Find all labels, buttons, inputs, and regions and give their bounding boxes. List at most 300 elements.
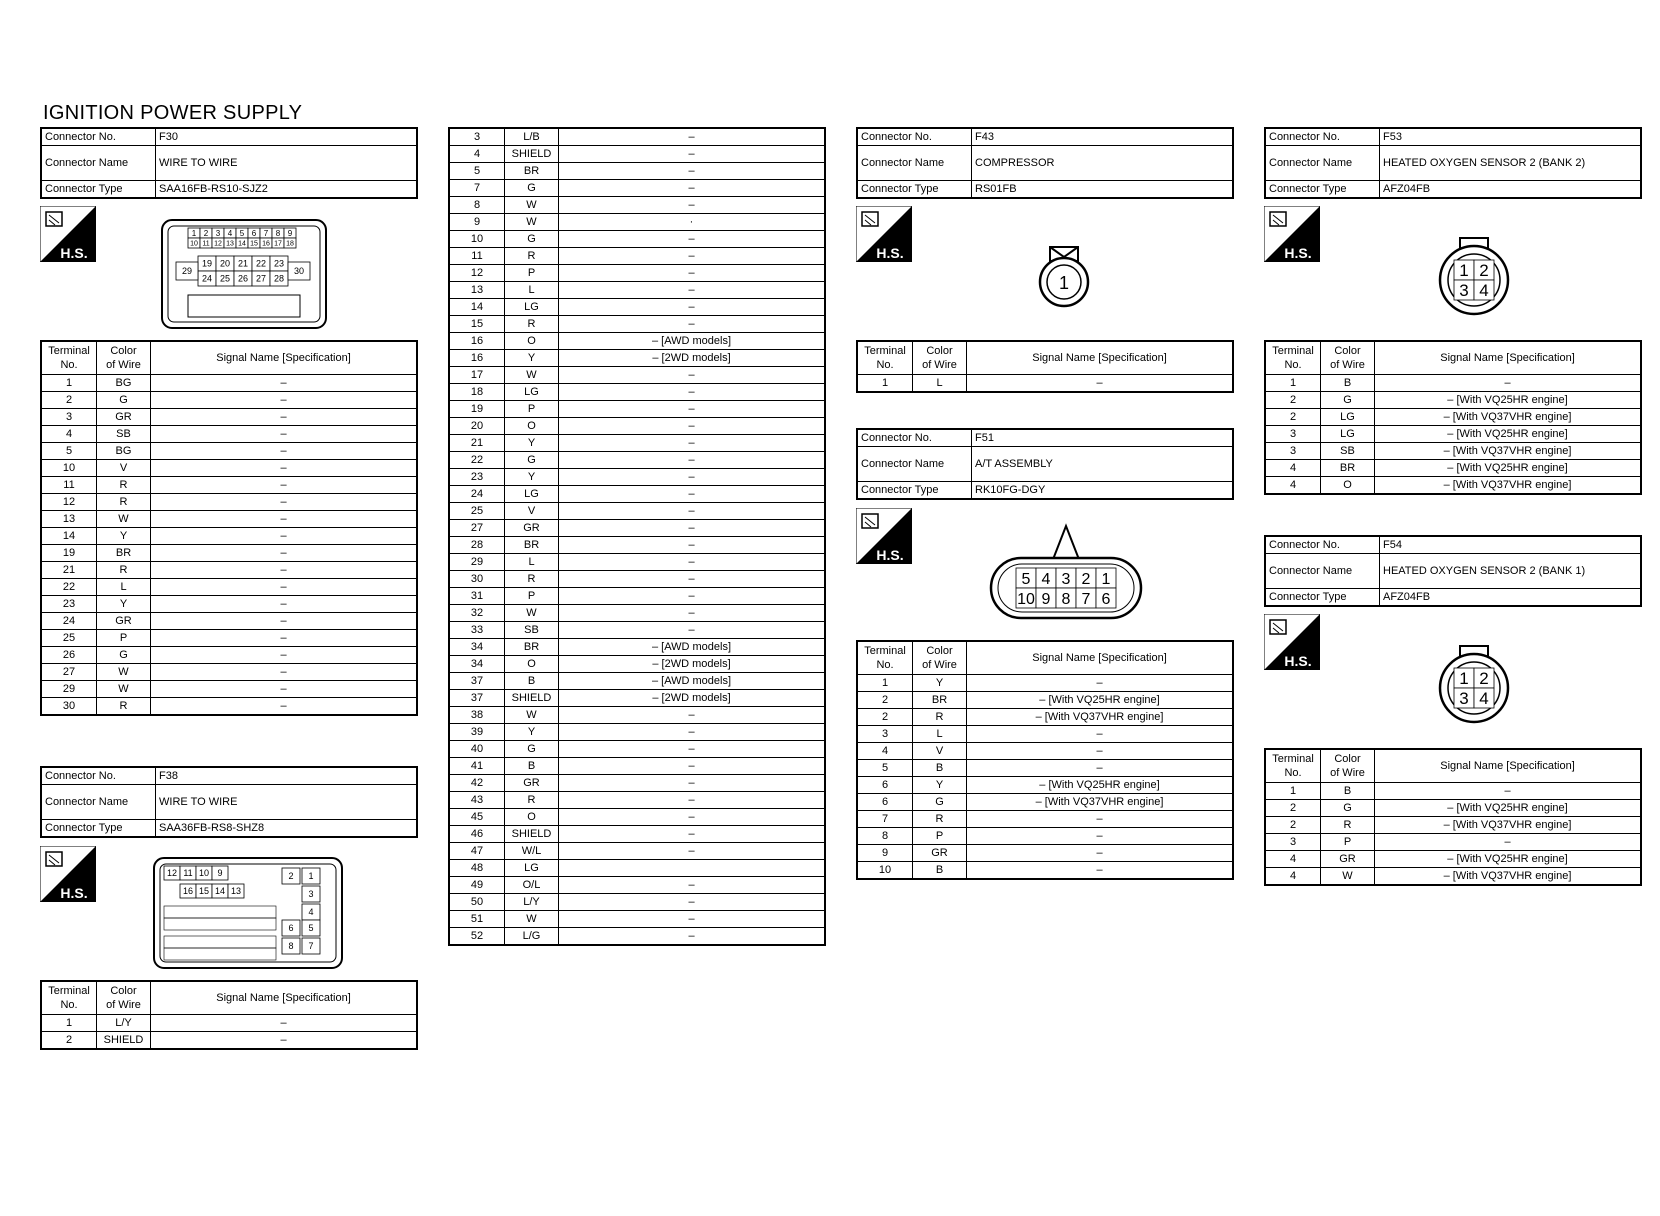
signal-name: – — [559, 418, 826, 435]
terminal-no: 12 — [41, 494, 97, 511]
connector-f30-terminal-table: Terminal No. Color of Wire Signal Name [Specification] 1 BG – 2 G – 3 GR – 4 SB – 5 BG – 10 V – 11 R – 12 R – 13 W – 14 Y – 19 BR – 21 R – 22 L – 23 Y – 24 GR – 25 P – 26 G – 27 W – 29 W – 30 R – — [40, 340, 418, 716]
wire-color: G — [97, 392, 151, 409]
signal-name: – — [559, 384, 826, 401]
wire-color: R — [97, 494, 151, 511]
connector-f54-terminal-table: Terminal No. Color of Wire Signal Name [Specification] 1 B – 2 G – [With VQ25HR engine] 2 R – [With VQ37VHR engine] 3 P – 4 GR – [With VQ25HR engine] 4 W – [With VQ37VHR engine] — [1264, 748, 1642, 886]
terminal-no: 28 — [449, 537, 505, 554]
pin-label: 27 — [255, 273, 267, 284]
wire-color: W — [505, 367, 559, 384]
terminal-no: 10 — [449, 231, 505, 248]
signal-name: – — [151, 409, 418, 426]
hs-icon — [1264, 206, 1320, 262]
pin-label: 8 — [275, 228, 281, 238]
signal-name: – — [151, 681, 418, 698]
wire-color: GR — [97, 613, 151, 630]
terminal-no: 4 — [1265, 868, 1321, 886]
table-row — [449, 146, 825, 163]
pin-label: 9 — [1041, 590, 1051, 608]
table-row — [857, 811, 1233, 828]
terminal-no: 23 — [41, 596, 97, 613]
table-row — [41, 375, 417, 392]
terminal-no: 5 — [41, 443, 97, 460]
pin-label: 8 — [1061, 590, 1071, 608]
pin-label: 1 — [1101, 570, 1111, 588]
table-row — [449, 197, 825, 214]
terminal-no: 4 — [857, 743, 913, 760]
terminal-no: 21 — [449, 435, 505, 452]
signal-name: – — [559, 707, 826, 724]
terminal-no: 1 — [857, 375, 913, 393]
terminal-no: 8 — [449, 197, 505, 214]
table-row — [449, 690, 825, 707]
signal-name: – [With VQ37VHR engine] — [1375, 477, 1642, 495]
wire-color: G — [1321, 392, 1375, 409]
wire-color: W — [505, 197, 559, 214]
wire-color: Y — [505, 469, 559, 486]
pin-label: 7 — [1081, 590, 1091, 608]
table-row — [449, 656, 825, 673]
terminal-no: 34 — [449, 639, 505, 656]
svg-text:H.S.: H.S. — [1284, 245, 1312, 261]
wire-color: P — [505, 265, 559, 282]
pin-label: 4 — [1041, 570, 1051, 588]
wire-color: G — [505, 741, 559, 758]
signal-name: – — [559, 588, 826, 605]
signal-name: – — [559, 775, 826, 792]
table-row — [1265, 426, 1641, 443]
signal-name: – — [151, 1015, 418, 1032]
table-row — [41, 698, 417, 716]
wire-color: R — [505, 571, 559, 588]
table-row — [449, 809, 825, 826]
wire-color: W — [1321, 868, 1375, 886]
signal-name: – — [559, 843, 826, 860]
terminal-no: 19 — [449, 401, 505, 418]
wire-color: P — [505, 401, 559, 418]
table-row — [41, 511, 417, 528]
wire-color: Y — [913, 675, 967, 692]
table-row — [1265, 834, 1641, 851]
pin-label: 11 — [183, 868, 193, 879]
wire-color: W — [97, 511, 151, 528]
pin-label: 13 — [230, 886, 242, 897]
wire-color: R — [505, 316, 559, 333]
signal-name: – — [559, 452, 826, 469]
terminal-no: 5 — [857, 760, 913, 777]
wire-color: Y — [505, 435, 559, 452]
pin-label: 5 — [1021, 570, 1031, 588]
terminal-no: 30 — [41, 698, 97, 716]
wire-color: W — [97, 681, 151, 698]
wire-color: SB — [505, 622, 559, 639]
table-row — [1265, 477, 1641, 495]
terminal-no: 2 — [41, 1032, 97, 1050]
signal-name: – — [559, 758, 826, 775]
pin-label: 14 — [214, 886, 226, 897]
signal-name: – — [967, 726, 1234, 743]
wire-color: B — [505, 758, 559, 775]
connector-type-value: SAA16FB-RS10-SJZ2 — [156, 181, 418, 199]
terminal-no: 2 — [1265, 800, 1321, 817]
signal-name: – — [1375, 375, 1642, 392]
wire-color: R — [1321, 817, 1375, 834]
wire-color: GR — [1321, 851, 1375, 868]
pin-label: 28 — [273, 273, 285, 284]
svg-text:H.S.: H.S. — [1284, 653, 1312, 669]
table-row — [1265, 375, 1641, 392]
signal-name: – — [967, 375, 1234, 393]
wire-color: P — [1321, 834, 1375, 851]
terminal-no: 3 — [1265, 834, 1321, 851]
terminal-no: 10 — [41, 460, 97, 477]
terminal-no: 38 — [449, 707, 505, 724]
pin-label: 15 — [250, 240, 258, 248]
terminal-no: 4 — [1265, 460, 1321, 477]
signal-name: – — [151, 579, 418, 596]
terminal-no: 11 — [449, 248, 505, 265]
pin-label: 22 — [255, 258, 267, 269]
connector-no-value: F30 — [156, 128, 418, 146]
terminal-no: 1 — [1265, 375, 1321, 392]
table-row — [449, 911, 825, 928]
wire-color: B — [913, 862, 967, 880]
signal-name: – [With VQ25HR engine] — [967, 692, 1234, 709]
pin-label: 25 — [219, 273, 231, 284]
page-title: IGNITION POWER SUPPLY — [43, 102, 303, 124]
terminal-no: 4 — [449, 146, 505, 163]
wire-color: R — [913, 811, 967, 828]
connector-f51-face-diagram — [988, 522, 1144, 622]
svg-text:H.S.: H.S. — [876, 547, 904, 563]
wire-color: SHIELD — [505, 690, 559, 707]
table-row — [449, 826, 825, 843]
table-row — [41, 630, 417, 647]
terminal-no: 8 — [857, 828, 913, 845]
signal-name: – [AWD models] — [559, 673, 826, 690]
wire-color: Y — [505, 724, 559, 741]
hs-icon — [40, 206, 96, 262]
signal-name: – — [559, 520, 826, 537]
signal-name: – — [151, 664, 418, 681]
terminal-no: 17 — [449, 367, 505, 384]
terminal-no: 42 — [449, 775, 505, 792]
label-connector-name: Connector Name — [41, 146, 156, 181]
pin-label: 1 — [308, 871, 314, 882]
terminal-no: 2 — [857, 692, 913, 709]
pin-label: 5 — [308, 923, 314, 934]
signal-name: – — [559, 554, 826, 571]
signal-name: – — [559, 248, 826, 265]
wire-color: Y — [97, 596, 151, 613]
wire-color: BR — [505, 537, 559, 554]
wire-color: LG — [505, 384, 559, 401]
terminal-no: 14 — [449, 299, 505, 316]
terminal-no: 4 — [1265, 851, 1321, 868]
table-row — [857, 709, 1233, 726]
pin-label: 18 — [286, 240, 294, 248]
wire-color: L — [913, 375, 967, 393]
pin-label: 3 — [1061, 570, 1071, 588]
table-row — [857, 692, 1233, 709]
terminal-no: 33 — [449, 622, 505, 639]
signal-name: – — [559, 537, 826, 554]
pin-label: 5 — [239, 228, 245, 238]
signal-name: – [With VQ25HR engine] — [1375, 392, 1642, 409]
wire-color: L/G — [505, 928, 559, 946]
wire-color: BR — [505, 163, 559, 180]
pin-label: 4 — [308, 907, 314, 918]
wire-color: L — [505, 554, 559, 571]
wire-color: O — [505, 333, 559, 350]
signal-name: – — [151, 528, 418, 545]
terminal-no: 1 — [857, 675, 913, 692]
signal-name: – — [967, 760, 1234, 777]
table-row — [1265, 817, 1641, 834]
table-row — [41, 1015, 417, 1032]
terminal-no: 1 — [1265, 783, 1321, 800]
table-row — [449, 214, 825, 231]
signal-name: – — [151, 426, 418, 443]
pin-label: 2 — [203, 228, 209, 238]
wire-color: B — [1321, 783, 1375, 800]
connector-f53-terminal-table: Terminal No. Color of Wire Signal Name [Specification] 1 B – 2 G – [With VQ25HR engine] 2 LG – [With VQ37VHR engine] 3 LG – [With VQ25HR engine] 3 SB – [With VQ37VHR engine] 4 BR – [With VQ25HR engine] 4 O – [With VQ37VHR engine] — [1264, 340, 1642, 495]
pin-label: 10 — [198, 868, 210, 879]
table-row — [449, 928, 825, 946]
wire-color: R — [505, 792, 559, 809]
table-row — [449, 520, 825, 537]
wire-color: Y — [97, 528, 151, 545]
terminal-no: 29 — [449, 554, 505, 571]
wire-color: BR — [1321, 460, 1375, 477]
table-row — [41, 613, 417, 630]
wire-color: SHIELD — [505, 146, 559, 163]
pin-label: 6 — [251, 228, 257, 238]
svg-text:H.S.: H.S. — [876, 245, 904, 261]
pin-label: 7 — [308, 941, 314, 952]
connector-f38-info: Connector No. F38 Connector Name WIRE TO WIRE Connector Type SAA36FB-RS8-SHZ8 — [40, 766, 418, 838]
wire-color: LG — [505, 860, 559, 877]
signal-name: – — [559, 282, 826, 299]
terminal-no: 24 — [449, 486, 505, 503]
terminal-no: 9 — [449, 214, 505, 231]
terminal-no: 22 — [41, 579, 97, 596]
terminal-no: 7 — [857, 811, 913, 828]
terminal-no: 47 — [449, 843, 505, 860]
connector-f43-terminal-table: Terminal No. Color of Wire Signal Name [Specification] 1 L – — [856, 340, 1234, 393]
pin-label: 16 — [262, 240, 270, 248]
table-row — [857, 845, 1233, 862]
pin-label: 2 — [1081, 570, 1091, 588]
signal-name: – — [559, 622, 826, 639]
connector-name-value: WIRE TO WIRE — [156, 146, 418, 181]
table-row — [449, 231, 825, 248]
wire-color: O/L — [505, 877, 559, 894]
signal-name: – — [559, 724, 826, 741]
signal-name: – — [967, 675, 1234, 692]
pin-label: 1 — [1459, 669, 1469, 689]
wire-color: V — [913, 743, 967, 760]
pin-label: 17 — [274, 240, 282, 248]
terminal-no: 37 — [449, 690, 505, 707]
table-row — [449, 622, 825, 639]
signal-name: – — [559, 146, 826, 163]
table-row — [857, 828, 1233, 845]
wire-color: R — [505, 248, 559, 265]
wire-color: R — [97, 477, 151, 494]
terminal-no: 37 — [449, 673, 505, 690]
wire-color: W/L — [505, 843, 559, 860]
pin-label: 11 — [202, 240, 210, 248]
table-row — [449, 758, 825, 775]
connector-f30-face-diagram — [160, 218, 328, 330]
hs-icon — [856, 508, 912, 564]
terminal-no: 25 — [449, 503, 505, 520]
signal-name: – — [559, 265, 826, 282]
pin-label: 29 — [181, 266, 193, 277]
connector-f54-info: Connector No. F54 Connector Name HEATED OXYGEN SENSOR 2 (BANK 1) Connector Type AFZ04FB — [1264, 535, 1642, 607]
signal-name: – [With VQ37VHR engine] — [1375, 868, 1642, 886]
terminal-no: 3 — [1265, 443, 1321, 460]
wire-color: BR — [913, 692, 967, 709]
table-row — [449, 605, 825, 622]
pin-label: 23 — [273, 258, 285, 269]
signal-name: – — [559, 435, 826, 452]
signal-name: – — [559, 605, 826, 622]
table-row — [857, 743, 1233, 760]
terminal-no: 16 — [449, 333, 505, 350]
terminal-no: 30 — [449, 571, 505, 588]
pin-label: 10 — [190, 240, 198, 248]
table-row — [1265, 460, 1641, 477]
wire-color: Y — [505, 350, 559, 367]
terminal-no: 6 — [857, 794, 913, 811]
wire-color: GR — [505, 775, 559, 792]
table-row — [41, 596, 417, 613]
wire-color: O — [1321, 477, 1375, 495]
pin-label: 6 — [1101, 590, 1111, 608]
table-row — [449, 707, 825, 724]
pin-label: 30 — [293, 266, 305, 277]
wire-color: O — [505, 656, 559, 673]
table-row — [449, 316, 825, 333]
table-row — [449, 741, 825, 758]
wire-color: BG — [97, 443, 151, 460]
terminal-no: 45 — [449, 809, 505, 826]
signal-name: – — [967, 828, 1234, 845]
signal-name: – — [559, 197, 826, 214]
pin-label: 21 — [237, 258, 249, 269]
signal-name: – [AWD models] — [559, 639, 826, 656]
signal-name: – [With VQ25HR engine] — [1375, 851, 1642, 868]
wire-color: W — [505, 911, 559, 928]
signal-name: – — [559, 163, 826, 180]
table-row — [1265, 392, 1641, 409]
table-row — [449, 333, 825, 350]
table-row — [857, 760, 1233, 777]
wire-color: B — [1321, 375, 1375, 392]
pin-label: 12 — [214, 240, 222, 248]
wire-color: G — [505, 231, 559, 248]
terminal-no: 46 — [449, 826, 505, 843]
pin-label: 1 — [191, 228, 197, 238]
table-row — [449, 486, 825, 503]
signal-name: · — [559, 214, 826, 231]
table-row — [449, 452, 825, 469]
terminal-no: 13 — [449, 282, 505, 299]
connector-f51-info: Connector No. F51 Connector Name A/T ASSEMBLY Connector Type RK10FG-DGY — [856, 428, 1234, 500]
signal-name: – [With VQ37VHR engine] — [967, 794, 1234, 811]
wire-color: LG — [505, 299, 559, 316]
table-row — [857, 794, 1233, 811]
table-row — [1265, 800, 1641, 817]
terminal-no: 51 — [449, 911, 505, 928]
wire-color: G — [505, 452, 559, 469]
terminal-no: 2 — [41, 392, 97, 409]
table-row — [857, 862, 1233, 880]
pin-label: 3 — [1459, 281, 1469, 301]
table-row — [449, 571, 825, 588]
hs-icon — [856, 206, 912, 262]
pin-label: 19 — [201, 258, 213, 269]
table-row — [41, 579, 417, 596]
terminal-no: 9 — [857, 845, 913, 862]
terminal-no: 32 — [449, 605, 505, 622]
terminal-no: 3 — [857, 726, 913, 743]
terminal-no: 11 — [41, 477, 97, 494]
pin-label: 1 — [1459, 261, 1469, 281]
terminal-no: 43 — [449, 792, 505, 809]
wire-color: LG — [1321, 426, 1375, 443]
table-row — [449, 792, 825, 809]
terminal-no: 41 — [449, 758, 505, 775]
table-row — [449, 163, 825, 180]
wire-color: L — [913, 726, 967, 743]
signal-name: – — [1375, 834, 1642, 851]
table-row — [41, 681, 417, 698]
wire-color: W — [505, 707, 559, 724]
terminal-no: 29 — [41, 681, 97, 698]
terminal-no: 4 — [41, 426, 97, 443]
signal-name: – — [151, 562, 418, 579]
table-row — [449, 588, 825, 605]
pin-label: 4 — [1479, 281, 1489, 301]
pin-label: 2 — [288, 871, 294, 882]
terminal-no: 2 — [857, 709, 913, 726]
wire-color: O — [505, 809, 559, 826]
signal-name: – — [151, 613, 418, 630]
table-row — [41, 528, 417, 545]
table-row — [449, 860, 825, 877]
signal-name: – — [151, 460, 418, 477]
terminal-no: 14 — [41, 528, 97, 545]
terminal-no: 7 — [449, 180, 505, 197]
wire-color: P — [97, 630, 151, 647]
signal-name: – — [559, 469, 826, 486]
signal-name: – — [151, 494, 418, 511]
svg-text:H.S.: H.S. — [60, 245, 88, 261]
wire-color: LG — [505, 486, 559, 503]
table-row — [449, 435, 825, 452]
terminal-no: 15 — [449, 316, 505, 333]
table-row — [449, 894, 825, 911]
terminal-no: 40 — [449, 741, 505, 758]
connector-f53-info: Connector No. F53 Connector Name HEATED OXYGEN SENSOR 2 (BANK 2) Connector Type AFZ04FB — [1264, 127, 1642, 199]
terminal-no: 3 — [1265, 426, 1321, 443]
table-row — [449, 248, 825, 265]
signal-name: – — [559, 128, 826, 146]
signal-name: – — [559, 180, 826, 197]
wire-color: L/Y — [97, 1015, 151, 1032]
